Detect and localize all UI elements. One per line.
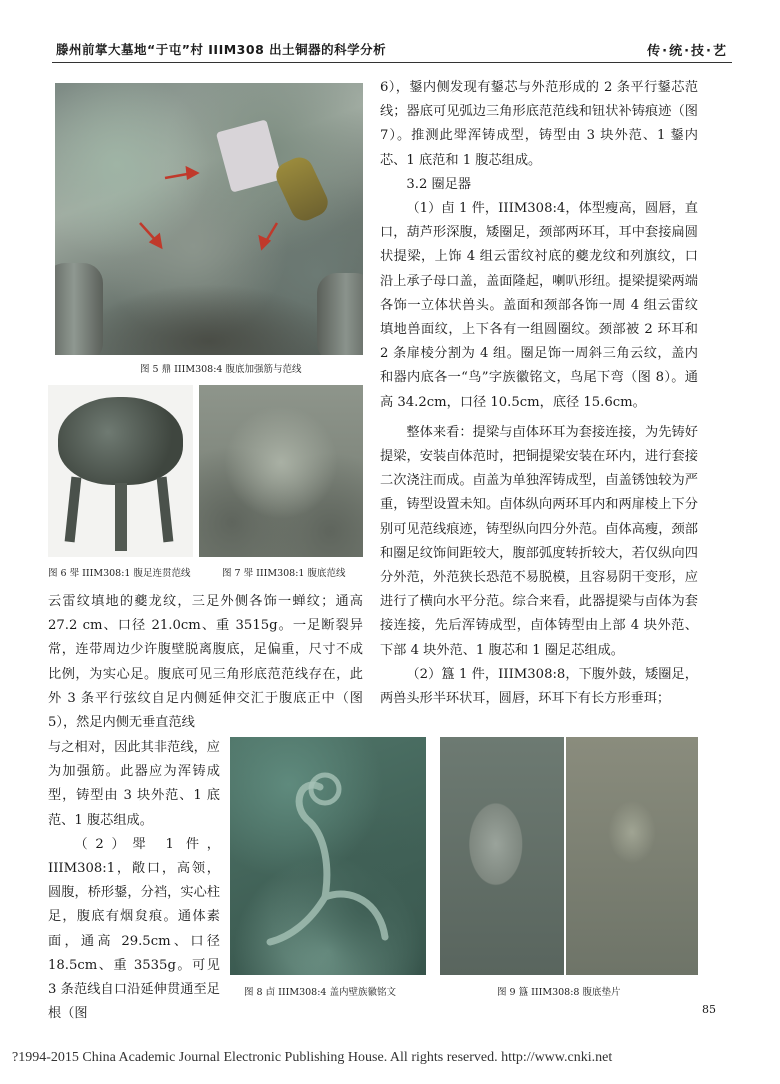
bird-glyph <box>230 737 426 975</box>
paragraph: （1）卣 1 件，IIIM308:4，体型瘦高，圆唇，直口，葫芦形深腹，矮圈足，颈部两环耳，耳中套接扁圆状提梁，上饰 4 组云雷纹衬底的夔龙纹和列旗纹，口沿上承子母口盖，盖面隆起，喇叭形纽。提梁提梁两端各饰一立体状兽头。盖面和颈部各饰一周 4 组云雷纹填地兽面纹，上下各有一组圆圈纹。颈部被 2 环耳和 2 条扉棱分割为 4 组。圈足饰一周斜三角云纹，盖内和器内底各一“鸟”字族徽铭文，鸟尾下弯（图 8）。通高 34.2cm，口径 10.5cm，底径 15.6cm。 <box>380 201 698 410</box>
vessel-leg <box>65 477 82 543</box>
figure-5-photo <box>55 83 363 355</box>
running-title: 滕州前掌大墓地“于屯”村 IIIM308 出土铜器的科学分析 <box>56 42 387 57</box>
left-column-text-narrow <box>48 736 220 1026</box>
figure-8-caption: 图 8 卣 IIIM308:4 盖内壁族徽铭文 <box>244 987 396 998</box>
figure-7-photo <box>199 385 363 557</box>
paragraph: 与之相对，因此其非范线，应为加强筋。此器应为浑铸成型，铸型由 3 块外范、1 底范、1 腹芯组成。 <box>48 740 220 828</box>
right-column-text <box>380 76 698 711</box>
vessel-body <box>58 397 183 485</box>
paragraph: 云雷纹填地的夔龙纹，三足外侧各饰一蝉纹；通高 27.2 cm、口径 21.0cm、重 3515g。一足断裂异常，连带周边少许腹壁脱离腹底，足偏重，尺寸不成比例，为实心足。腹底可见三角形底范范线存在，此外 3 条平行弦纹自足内侧延伸交汇于腹底正中（图5），然足内侧无垂直范线 <box>48 594 363 731</box>
column-name: 传·统·技·艺 <box>647 44 728 59</box>
vessel-leg <box>157 477 174 543</box>
left-column-text-top <box>48 590 363 735</box>
red-arrows <box>55 83 363 355</box>
paragraph: 整体来看：提梁与卣体环耳为套接连接，为先铸好提梁，安装卣体范时，把铜提梁安装在环内，进行套接二次浇注而成。卣盖为单独浑铸成型，卣盖锈蚀较为严重，铸型设置未知。卣体纵向两环耳内和两扉棱上下分别可见范线痕迹，铸型纵向四分外范。卣体高瘦，颈部和圈足纹饰间距较大，腹部弧度转折较大，若仅纵向四分外范，外范狭长恐范不易脱模，且容易阴干变形，应进行了横向水平分范。综合来看，此器提梁与卣体为套接连接，先后浑铸成型，卣体铸型由上部 4 块外范、下部 4 块外范、1 腹芯和 1 圈足芯组成。 <box>380 424 698 658</box>
paragraph: （2）斝 1 件，IIIM308:1，敞口，高领，圆腹，桥形鋬，分裆，实心柱足，腹底有烟炱痕。通体素面，通高 29.5cm、口径 18.5cm、重 3535g。可见 3 条范线自口沿延伸贯通至足根（图 <box>48 836 220 1022</box>
paragraph: 6），鋬内侧发现有鋬芯与外范形成的 2 条平行鋬芯范线；器底可见弧边三角形底范范线和钮状补铸痕迹（图 7）。推测此斝浑铸成型，铸型由 3 块外范、1 鋬内芯、1 底范和 1 腹芯组成。 <box>380 80 698 168</box>
vessel-leg <box>115 483 127 551</box>
copyright-footer: ?1994-2015 China Academic Journal Electronic Publishing House. All rights reserved. http://www.cnki.net <box>12 1050 613 1065</box>
section-heading: 3.2 圈足器 <box>406 176 472 192</box>
page-number: 85 <box>702 1003 716 1016</box>
figure-8-photo <box>230 737 426 975</box>
figure-9-caption: 图 9 簋 IIIM308:8 腹底垫片 <box>497 987 621 998</box>
figure-6-caption: 图 6 斝 IIIM308:1 腹足连贯范线 <box>48 568 191 579</box>
paragraph: （2）簋 1 件，IIIM308:8，下腹外鼓，矮圈足，两兽头形半环状耳，圆唇，环耳下有长方形垂珥； <box>380 666 698 707</box>
figure-9-photo-right <box>566 737 698 975</box>
header-rule <box>52 62 732 63</box>
figure-9-photo-left <box>440 737 564 975</box>
figure-7-caption: 图 7 斝 IIIM308:1 腹底范线 <box>222 568 346 579</box>
figure-5-caption: 图 5 鼎 IIIM308:4 腹底加强筋与范线 <box>140 364 302 375</box>
figure-6-photo <box>48 385 193 557</box>
